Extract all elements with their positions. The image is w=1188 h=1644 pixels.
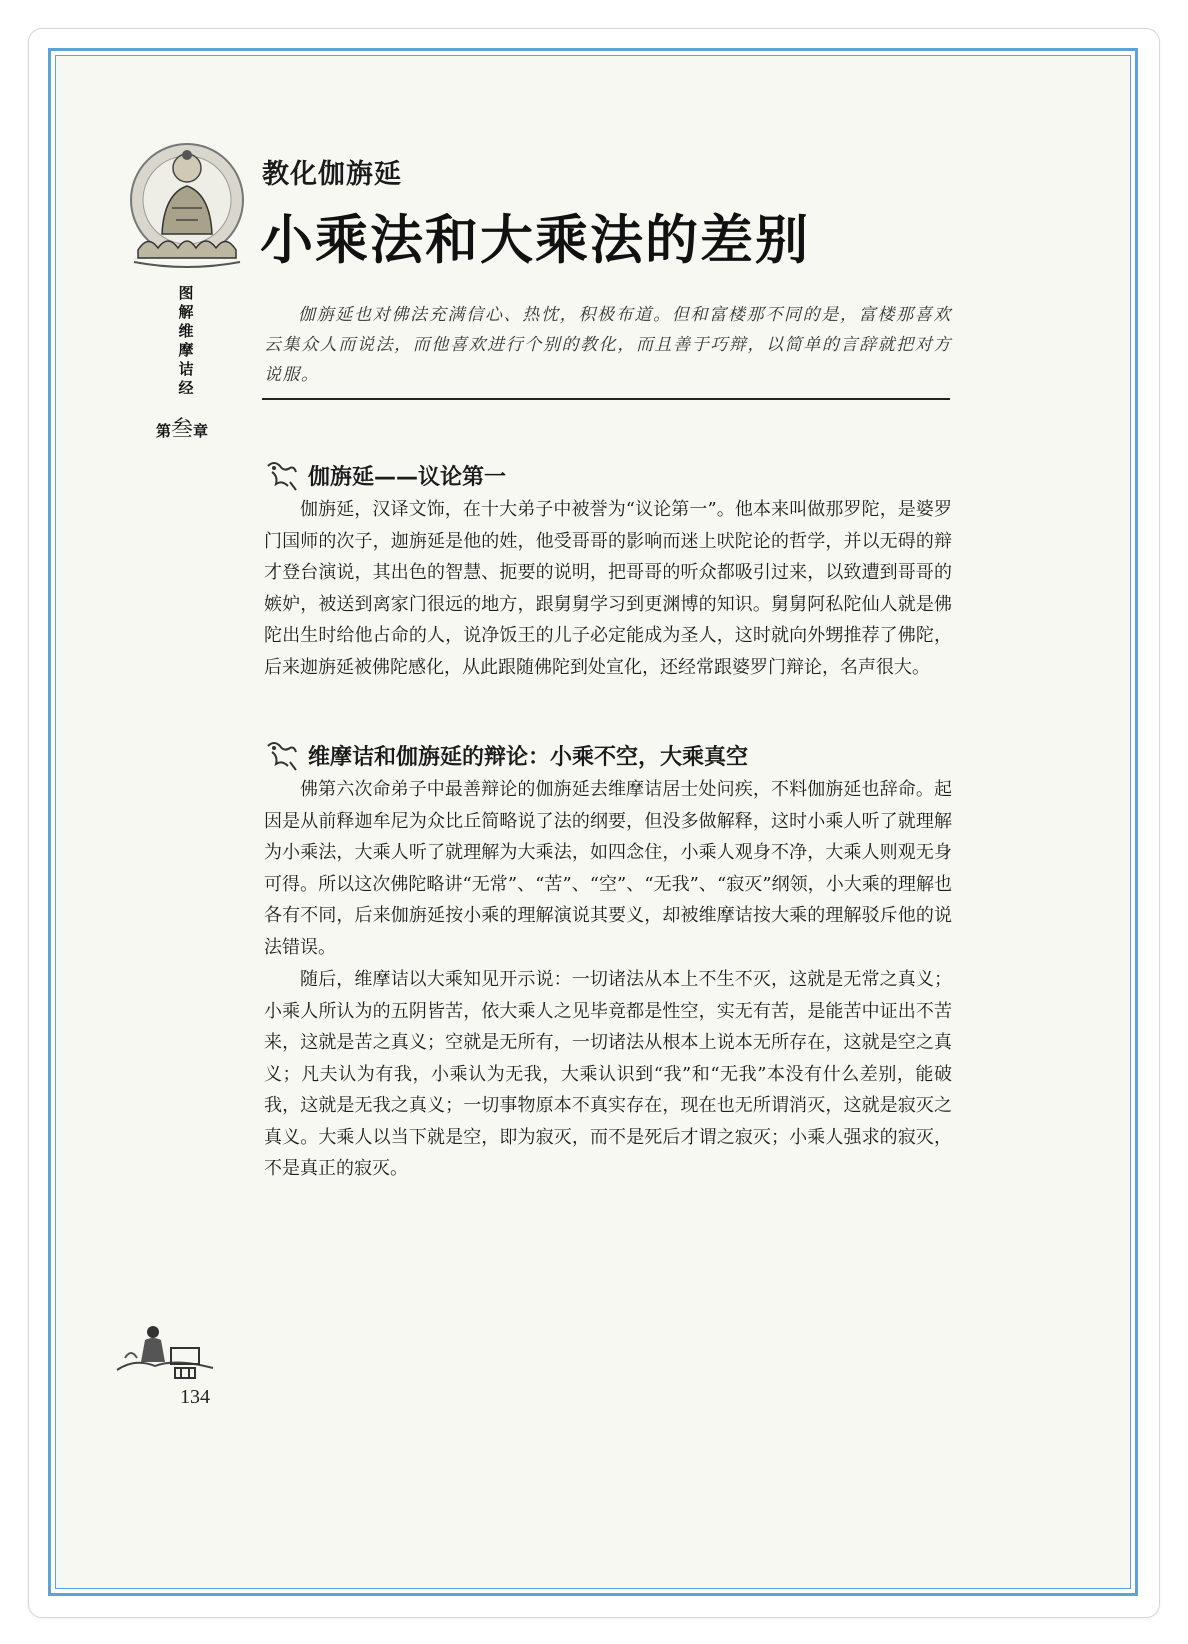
book-title-char: 经 [178, 379, 194, 397]
section-subtitle: 教化伽旃延 [262, 159, 402, 190]
body-paragraph: 随后，维摩诘以大乘知见开示说：一切诸法从本上不生不灭，这就是无常之真义；小乘人所认为的五阴皆苦，依大乘人之见毕竟都是性空，实无有苦，是能苦中证出不苦来，这就是苦之真义；空就是无所有，一切诸法从根本上说本无所存在，这就是空之真义；凡夫认为有我，小乘认为无我，大乘认识到“我”和“无我”本没有什么差别，能破我，这就是无我之真义；一切事物原本不真实存在，现在也无所谓消灭，这就是寂灭之真义。大乘人以当下就是空，即为寂灭，而不是死后才谓之寂灭；小乘人强求的寂灭，不是真正的寂灭。 [264, 969, 952, 1179]
book-title-char: 摩 [178, 341, 194, 359]
section-heading-text: 维摩诘和伽旃延的辩论：小乘不空，大乘真空 [308, 744, 749, 770]
ornament-icon [264, 738, 300, 772]
body-paragraph: 佛第六次命弟子中最善辩论的伽旃延去维摩诘居士处问疾，不料伽旃延也辞命。起因是从前释迦牟尼为众比丘简略说了法的纲要，但没多做解释，这时小乘人听了就理解为小乘法，大乘人听了就理解为大乘法，如四念住，小乘人观身不净，大乘人则观无身可得。所以这次佛陀略讲“无常”、“苦”、“空”、“无我”、“寂灭”纲领，小大乘的理解也各有不同，后来伽旃延按小乘的理解演说其要义，却被维摩诘按大乘的理解驳斥他的说法错误。 [264, 779, 952, 958]
book-title-char: 解 [178, 303, 194, 321]
page-title: 小乘法和大乘法的差别 [260, 209, 810, 271]
book-title-char: 维 [178, 322, 194, 340]
chapter-prefix: 第 [156, 422, 172, 440]
section-heading-text: 伽旃延——议论第一 [308, 464, 507, 490]
book-title-char: 诘 [178, 360, 194, 378]
chapter-suffix: 章 [193, 422, 209, 440]
book-title-char: 图 [178, 284, 194, 302]
section-heading [264, 738, 748, 772]
chapter-label [156, 412, 220, 443]
ornament-icon [264, 458, 300, 492]
book-title-vertical [176, 284, 196, 398]
section-heading [264, 458, 506, 492]
buddha-emblem-icon [128, 138, 246, 278]
page-number: 134 [180, 1386, 210, 1408]
intro-paragraph: 伽旃延也对佛法充满信心、热忱，积极布道。但和富楼那不同的是，富楼那喜欢云集众人而说法，而他喜欢进行个别的教化，而且善于巧辩，以简单的言辞就把对方说服。 [264, 305, 952, 385]
scholar-illustration-icon [115, 1318, 215, 1380]
body-paragraph: 伽旃延，汉译文饰，在十大弟子中被誉为“议论第一”。他本来叫做那罗陀，是婆罗门国师的次子，迦旃延是他的姓，他受哥哥的影响而迷上吠陀论的哲学，并以无碍的辩才登台演说，其出色的智慧、扼要的说明，把哥哥的听众都吸引过来，以致遭到哥哥的嫉妒，被送到离家门很远的地方，跟舅舅学习到更渊博的知识。舅舅阿私陀仙人就是佛陀出生时给他占命的人，说净饭王的儿子必定能成为圣人，这时就向外甥推荐了佛陀，后来迦旃延被佛陀感化，从此跟随佛陀到处宣化，还经常跟婆罗门辩论，名声很大。 [264, 499, 952, 678]
divider [262, 398, 950, 400]
chapter-number: 叁 [171, 417, 194, 442]
